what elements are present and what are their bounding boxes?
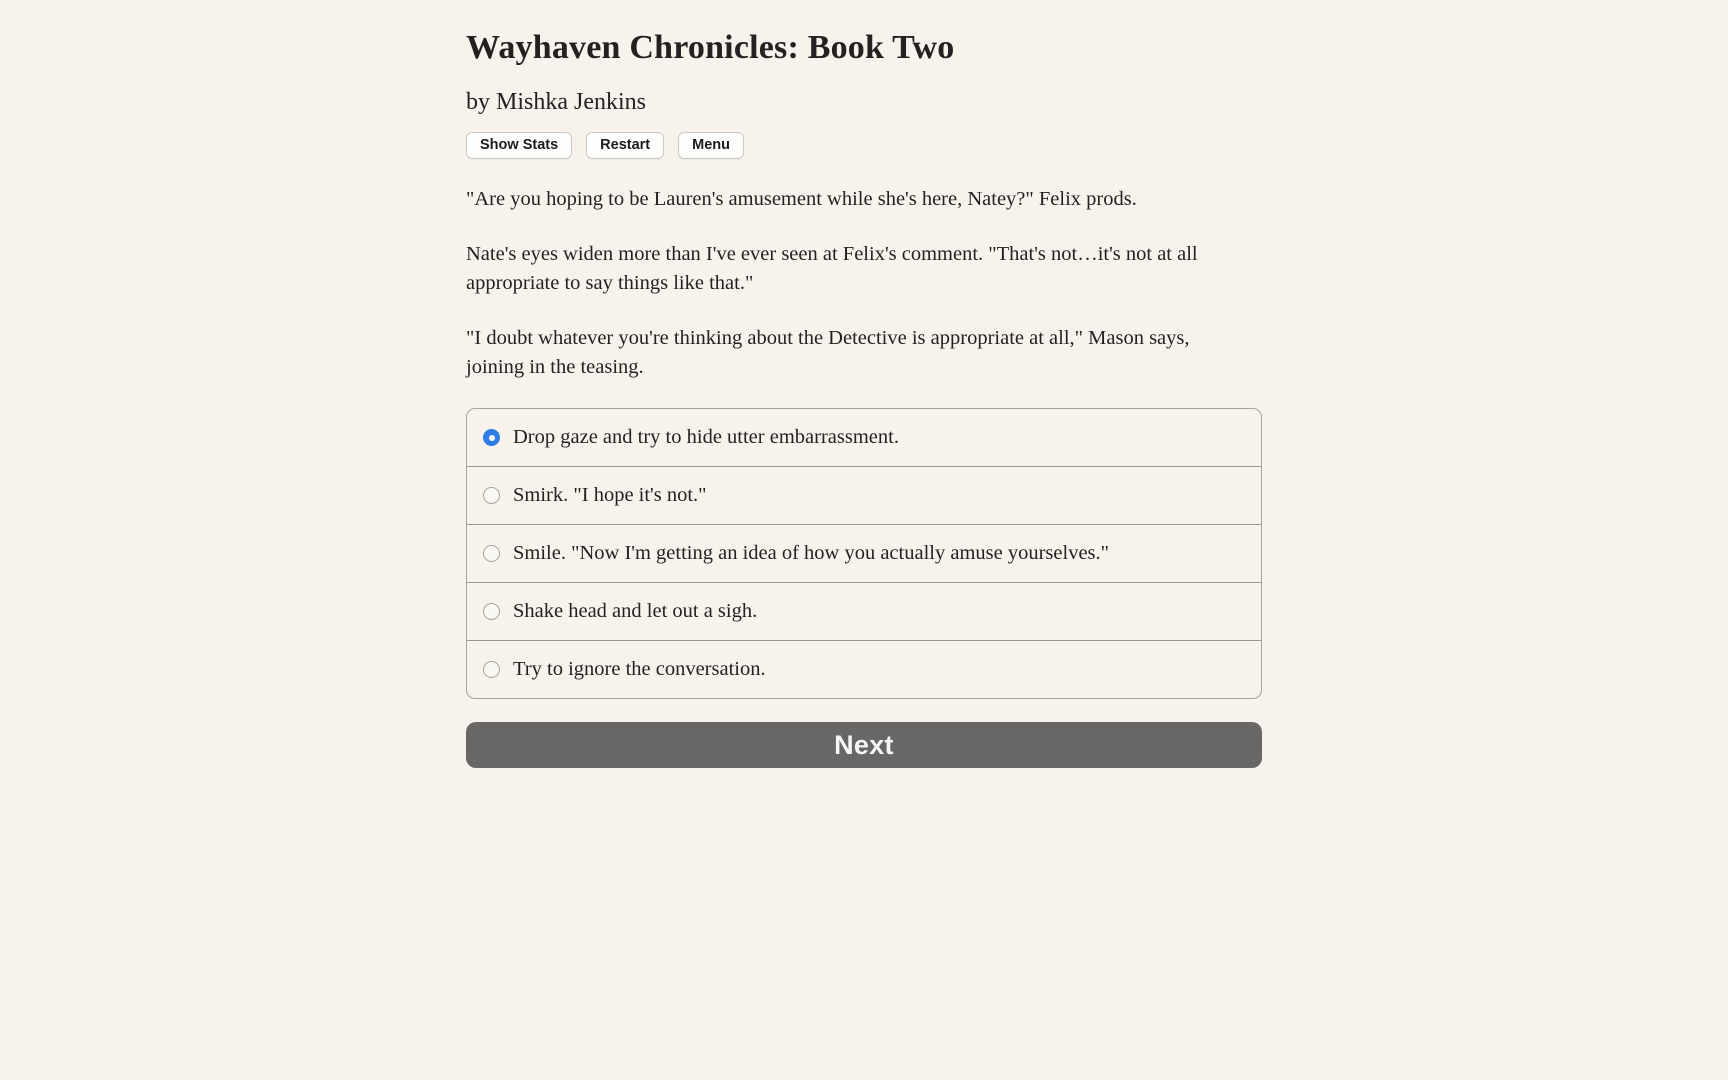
- choice-option[interactable]: [467, 409, 1261, 466]
- menu-button[interactable]: Menu: [678, 132, 744, 159]
- toolbar: [466, 132, 1262, 159]
- radio-button-icon[interactable]: [483, 661, 500, 678]
- choice-option[interactable]: [467, 640, 1261, 698]
- choice-option[interactable]: [467, 524, 1261, 582]
- game-author: by Mishka Jenkins: [466, 89, 646, 116]
- choice-option-label: Smile. "Now I'm getting an idea of how you actually amuse yourselves.": [513, 542, 1110, 565]
- radio-button-icon[interactable]: [483, 429, 500, 446]
- choice-option-label: Smirk. "I hope it's not.": [513, 484, 707, 507]
- choice-option-label: Shake head and let out a sigh.: [513, 600, 758, 623]
- choice-option-label: Try to ignore the conversation.: [513, 658, 766, 681]
- story-paragraph: Nate's eyes widen more than I've ever seen at Felix's comment. "That's not…it's not at all appropriate to say things like that.": [466, 243, 1198, 295]
- game-title: Wayhaven Chronicles: Book Two: [466, 29, 955, 66]
- restart-button[interactable]: Restart: [586, 132, 664, 159]
- next-button[interactable]: Next: [466, 722, 1262, 768]
- radio-button-icon[interactable]: [483, 545, 500, 562]
- story-text: [466, 185, 1262, 382]
- story-paragraph: "I doubt whatever you're thinking about the Detective is appropriate at all," Mason says, joining in the teasing.: [466, 327, 1190, 379]
- radio-button-icon[interactable]: [483, 487, 500, 504]
- radio-button-icon[interactable]: [483, 603, 500, 620]
- choice-option[interactable]: [467, 582, 1261, 640]
- story-paragraph: "Are you hoping to be Lauren's amusement while she's here, Natey?" Felix prods.: [466, 188, 1137, 211]
- choice-option[interactable]: [467, 466, 1261, 524]
- show-stats-button[interactable]: Show Stats: [466, 132, 572, 159]
- game-page: [466, 0, 1262, 768]
- choice-option-label: Drop gaze and try to hide utter embarrassment.: [513, 426, 899, 449]
- choice-list: [466, 408, 1262, 699]
